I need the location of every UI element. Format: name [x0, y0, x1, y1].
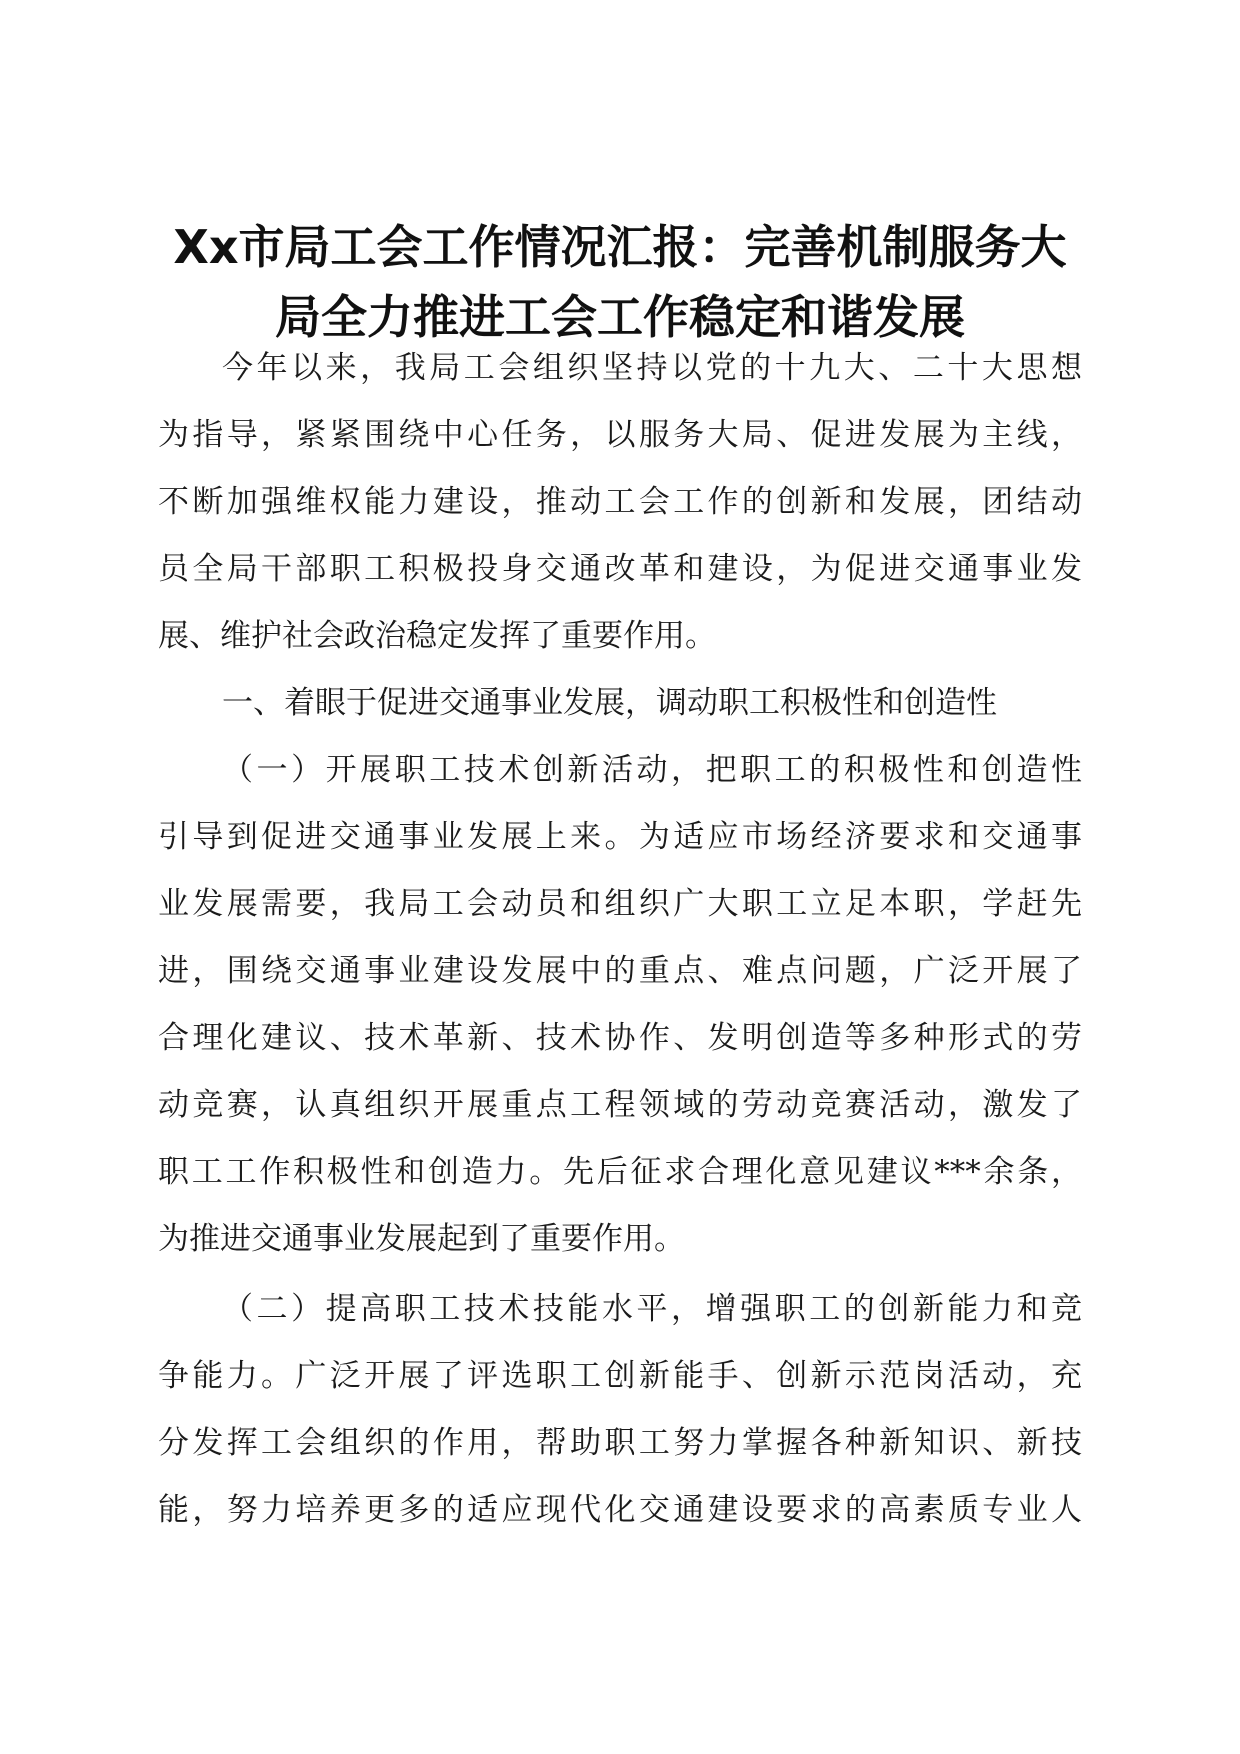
section-heading-1: 一、着眼于促进交通事业发展，调动职工积极性和创造性 [222, 685, 997, 721]
paragraph-intro-line: 为指导，紧紧围绕中心任务，以服务大局、促进发展为主线， [158, 417, 1082, 453]
subsection-2-line: 能，努力培养更多的适应现代化交通建设要求的高素质专业人 [158, 1492, 1082, 1528]
subsection-1-line: 引导到促进交通事业发展上来。为适应市场经济要求和交通事 [158, 819, 1082, 855]
subsection-1-line: 合理化建议、技术革新、技术协作、发明创造等多种形式的劳 [158, 1020, 1082, 1056]
subsection-1-line: 职工工作积极性和创造力。先后征求合理化意见建议***余条， [158, 1154, 1082, 1190]
paragraph-intro-line: 今年以来，我局工会组织坚持以党的十九大、二十大思想 [222, 350, 1082, 386]
paragraph-intro-line: 不断加强维权能力建设，推动工会工作的创新和发展，团结动 [158, 484, 1082, 520]
subsection-2-line: 争能力。广泛开展了评选职工创新能手、创新示范岗活动，充 [158, 1358, 1082, 1394]
subsection-1-line: 进，围绕交通事业建设发展中的重点、难点问题，广泛开展了 [158, 953, 1082, 989]
paragraph-intro-line: 展、维护社会政治稳定发挥了重要作用。 [158, 618, 716, 654]
subsection-1-line: 动竞赛，认真组织开展重点工程领域的劳动竞赛活动，激发了 [158, 1087, 1082, 1123]
document-title-line-1: Xx市局工会工作情况汇报：完善机制服务大 [173, 220, 1067, 274]
document-title-line-2: 局全力推进工会工作稳定和谐发展 [275, 290, 965, 344]
subsection-2-line: 分发挥工会组织的作用，帮助职工努力掌握各种新知识、新技 [158, 1425, 1082, 1461]
subsection-1-line: 为推进交通事业发展起到了重要作用。 [158, 1221, 685, 1257]
subsection-2-line: （二）提高职工技术技能水平，增强职工的创新能力和竞 [222, 1291, 1082, 1327]
subsection-1-line: （一）开展职工技术创新活动，把职工的积极性和创造性 [222, 752, 1082, 788]
paragraph-intro-line: 员全局干部职工积极投身交通改革和建设，为促进交通事业发 [158, 551, 1082, 587]
subsection-1-line: 业发展需要，我局工会动员和组织广大职工立足本职，学赶先 [158, 886, 1082, 922]
